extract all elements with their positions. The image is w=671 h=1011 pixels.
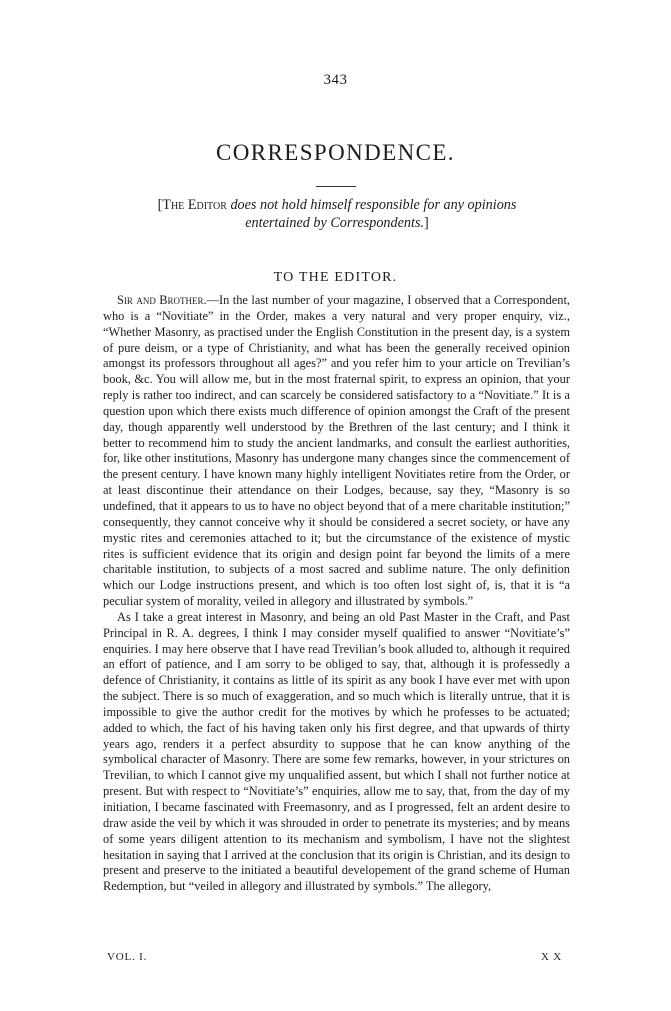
volume-marker: VOL. I.	[107, 951, 148, 963]
editor-disclaimer	[102, 196, 572, 232]
section-title: CORRESPONDENCE.	[216, 140, 455, 165]
letter-addressee: TO THE EDITOR.	[273, 270, 398, 285]
disclaimer-line1: does not hold himself responsible for any opinions	[226, 197, 517, 213]
letter-salutation: Sir and Brother.	[117, 293, 207, 307]
disclaimer-open-bracket: [	[157, 197, 163, 213]
title-divider	[316, 186, 356, 187]
disclaimer-line2: entertained by Correspondents.	[245, 215, 425, 231]
letter-body	[103, 293, 570, 895]
disclaimer-the-editor: The Editor	[162, 197, 227, 213]
letter-paragraph-1	[103, 293, 570, 610]
disclaimer-close-bracket: ]	[424, 215, 429, 231]
signature-mark: X X	[540, 951, 562, 963]
page-number: 343	[323, 72, 348, 88]
letter-paragraph-2: As I take a great interest in Masonry, and being an old Past Master in the Craft, and Past Principal in R. A. degrees, I think I may consider myself qualified to answer “Novitiate’s” enquiries. I may here observe that I have read Trevilian’s book alluded to, although it required an effort of patience, and I am sorry to be obliged to say, that, although it is professedly a defence of Christianity, it contains as little of its spirit as any book I have ever met with upon the subject. There is so much of exaggeration, and so much which is literally untrue, that it is impossible to give the author credit for the motives by which he professes to be actuated; added to which, the fact of his having taken only his first degree, and that upwards of thirty years ago, renders it a perfect absurdity to suppose that he can know anything of the symbolical character of Masonry. There are some few remarks, however, in your strictures on Trevilian, to which I cannot give my unqualified assent, but which I shall not further notice at present. But with respect to “Novitiate’s” enquiries, allow me to say, that, from the day of my initiation, I became fascinated with Freemasonry, and as I progressed, felt an ardent desire to draw aside the veil by which it was shrouded in order to penetrate its mysteries; and by means of some years diligent attention to its mechanism and symbolism, I have not the slightest hesitation in saying that I arrived at the conclusion that its origin is Christian, and its design to present and preserve to the initiated a beautiful developement of the grand scheme of Human Redemption, but “veiled in allegory and illustrated by symbols.” The allegory,	[103, 609, 570, 894]
letter-paragraph-1-text: —In the last number of your magazine, I observed that a Correspondent, who is a “Novitiate” in the Order, makes a very natural and very proper enquiry, viz., “Whether Masonry, as practised under the English Constitution in the present day, is a system of pure deism, or a type of Christianity, and what has been the generally received opinion amongst its professors throughout all ages?” and you refer him to your article on Trevilian’s book, &c. You will allow me, but in the most fraternal spirit, to express an opinion, that your reply is rather too indirect, and can scarcely be considered satisfactory to a “Novitiate.” It is a question upon which there exists much difference of opinion amongst the Craft of the present day, though apparently well understood by the Brethren of the last century; and I think it better to recommend him to study the ancient landmarks, and consult the earliest authorities, for, like other institutions, Masonry has undergone many changes since the commencement of the present century. I have known many highly intelligent Novitiates retire from the Order, or at least discontinue their attendance on their Lodges, because, say they, “Masonry is so undefined, that it appears to us to have no object beyond that of a mere charitable institution;” consequently, they cannot conceive why it should be considered a secret society, or have any mystic rites and ceremonies attached to it; but the circumstance of the existence of mystic rites is sufficient evidence that its origin and design point far beyond the limits of a mere charitable institution, to subjects of a most sacred and sublime nature. The only definition which our Lodge instructions present, and which is too often lost sight of, is, that it is “a peculiar system of morality, veiled in allegory and illustrated by symbols.”	[103, 293, 570, 609]
